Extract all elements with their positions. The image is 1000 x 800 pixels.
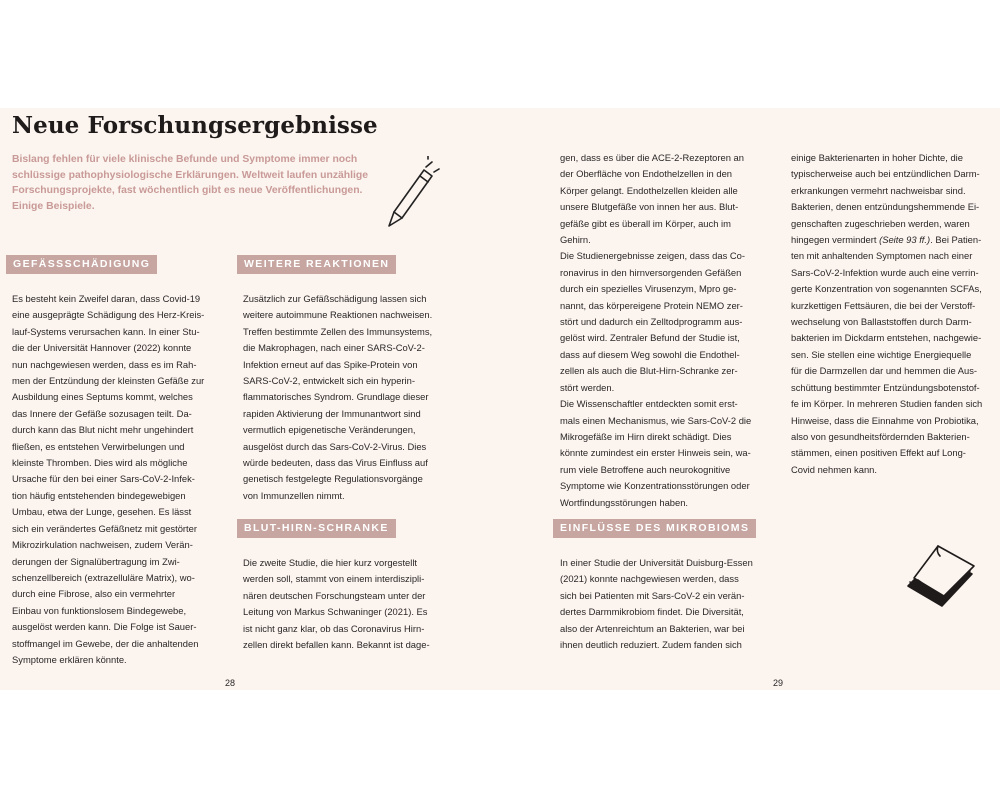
text-line: derungen der Signalübertragung im Zwi- bbox=[12, 555, 180, 567]
intro-line: schlüssige pathophysiologische Erklärungen. Weltweit laufen unzählige bbox=[12, 169, 369, 181]
text-line: durch kann das Blut nicht mehr ungehindert bbox=[12, 424, 194, 436]
text-line: flammatorisches Syndrom. Grundlage dieser bbox=[243, 391, 429, 403]
text-fragment: hingegen vermindert bbox=[791, 234, 880, 246]
text-line: typischerweise auch bei entzündlichen Darm- bbox=[791, 168, 980, 180]
text-line: Leitung von Markus Schwaninger (2021). Es bbox=[243, 606, 428, 618]
text-line: das Innere der Gefäße sozusagen teilt. Da- bbox=[12, 407, 192, 419]
text-line: Die Wissenschaftler entdeckten somit erst- bbox=[560, 398, 738, 410]
book-spread bbox=[0, 108, 1000, 690]
column-weitere-reaktionen bbox=[243, 291, 468, 504]
text-line: rum viele Betroffene auch neurokognitive bbox=[560, 463, 731, 475]
text-line: unsere Blutgefäße von innen her aus. Blut- bbox=[560, 201, 739, 213]
text-line: durch ein spezielles Virusenzym, Mpro ge- bbox=[560, 283, 737, 295]
text-line: Bakterien, denen entzündungshemmende Ei- bbox=[791, 201, 980, 213]
text-line: gelöst wird. Zentraler Befund der Studie ist, bbox=[560, 332, 740, 344]
text-line: rapiden Aktivierung der Immunantwort sind bbox=[243, 407, 421, 419]
text-line: Einbau von funktionslosem Bindegewebe, bbox=[12, 604, 187, 616]
text-line: Gehirn. bbox=[560, 234, 591, 246]
page-number-right: 29 bbox=[773, 678, 784, 688]
text-line: würde bedeuten, dass das Virus Einfluss auf bbox=[243, 457, 428, 469]
text-line: vermutlich epigenetische Veränderungen, bbox=[243, 424, 416, 436]
page-number-left: 28 bbox=[225, 678, 236, 688]
text-line: die der Universität Hannover (2022) konnte bbox=[12, 342, 192, 354]
intro-line: Bislang fehlen für viele klinische Befunde und Symptome immer noch bbox=[12, 154, 358, 165]
text-line: die Makrophagen, nach einer SARS-CoV-2- bbox=[243, 342, 425, 354]
text-line: fließen, es entstehen Verwirbelungen und bbox=[12, 440, 185, 452]
text-line: weitere autoimmune Reaktionen nachweisen. bbox=[243, 309, 433, 321]
column-einfluesse-des-mikrobioms bbox=[560, 555, 780, 653]
left-page bbox=[0, 108, 500, 690]
text-line: ronavirus in den hirnversorgenden Gefäßen bbox=[560, 266, 742, 278]
text-line: gerte Konzentration von sogenannten SCFAs, bbox=[791, 283, 982, 295]
text-line: der Oberfläche von Endothelzellen in den bbox=[560, 168, 732, 180]
text-line: Die zweite Studie, die hier kurz vorgestellt bbox=[243, 557, 418, 568]
intro-paragraph bbox=[12, 152, 372, 214]
text-line: gefäße gibt es überall im Körper, auch im bbox=[560, 217, 731, 229]
text-line: sich ein verändertes Gefäßnetz mit gestörter bbox=[12, 522, 197, 534]
text-line: schüttung bestimmter Entzündungsbotenstof- bbox=[791, 381, 980, 393]
text-line: tion häufig entstehenden bindegewebigen bbox=[12, 489, 186, 501]
text-line: Infektion erneut auf das Spike-Protein von bbox=[243, 358, 418, 370]
text-line: ausgelöst werden kann. Die Folge ist Sauer- bbox=[12, 621, 197, 633]
column-blut-hirn-schranke-continued bbox=[560, 150, 780, 511]
page-title: Neue Forschungsergebnisse bbox=[12, 112, 378, 139]
text-line: stört werden. bbox=[560, 381, 615, 393]
intro-line: Forschungsprojekte, fast wöchentlich gibt es neue Veröffentlichungen. bbox=[12, 185, 363, 197]
text-line: könnte zumindest ein erster Hinweis sein, wa- bbox=[560, 447, 751, 459]
text-line: mals einen Mechanismus, wie Sars-CoV-2 die bbox=[560, 414, 752, 426]
text-line: zellen als auch die Blut-Hirn-Schranke zer- bbox=[560, 365, 738, 377]
text-line: werden soll, stammt von einem interdiszipli- bbox=[243, 573, 425, 585]
text-line: stoffmangel im Gewebe, der die anhaltenden bbox=[12, 637, 199, 649]
page-reference: (Seite 93 ff.) bbox=[879, 234, 931, 246]
text-line: also von gesundheitsfördernden Bakterien- bbox=[791, 430, 970, 442]
text-line: Symptome erklären könnte. bbox=[12, 653, 127, 665]
section-heading-blut-hirn-schranke: BLUT-HIRN-SCHRANKE bbox=[237, 519, 396, 538]
right-page bbox=[500, 108, 1000, 690]
text-line: Covid nehmen kann. bbox=[791, 463, 877, 475]
column-blut-hirn-schranke bbox=[243, 555, 468, 653]
column-gefaessschaedigung bbox=[12, 291, 237, 668]
text-line: für die Darmzellen dar und hemmen die Aus- bbox=[791, 365, 978, 377]
text-line: gen, dass es über die ACE-2-Rezeptoren an bbox=[560, 152, 744, 163]
text-line: durch eine Fibrose, also ein vermehrter bbox=[12, 588, 176, 600]
sticky-notes-icon bbox=[902, 540, 982, 612]
text-line: kurzkettigen Fettsäuren, die bei der Verstoff- bbox=[791, 299, 976, 311]
text-line: ten mit anhaltenden Symptomen nach einer bbox=[791, 250, 973, 262]
intro-line: Einige Beispiele. bbox=[12, 200, 95, 212]
text-line: kleinste Thromben. Dies wird als mögliche bbox=[12, 457, 188, 469]
section-heading-einfluesse-des-mikrobioms: EINFLÜSSE DES MIKROBIOMS bbox=[553, 519, 756, 538]
text-line: Symptome wie Konzentrationsstörungen oder bbox=[560, 480, 750, 492]
text-line: einige Bakterienarten in hoher Dichte, die bbox=[791, 152, 963, 163]
text-fragment: . Bei Patien- bbox=[930, 234, 982, 246]
text-line: sich bei Patienten mit Sars-CoV-2 ein verän- bbox=[560, 589, 745, 601]
text-line-with-reference bbox=[791, 232, 996, 248]
text-line: erkrankungen vermehrt nachweisbar sind. bbox=[791, 184, 966, 196]
text-line: Treffen bestimmte Zellen des Immunsystems, bbox=[243, 325, 433, 337]
text-line: von Immunzellen nimmt. bbox=[243, 489, 345, 501]
text-line: nannt, das körpereigene Protein NEMO zer- bbox=[560, 299, 743, 311]
text-line: Hinweise, dass die Einnahme von Probiotika, bbox=[791, 414, 979, 426]
text-line: Es besteht kein Zweifel daran, dass Covid-19 bbox=[12, 293, 201, 304]
text-line: sen. Sie stellen eine wichtige Energiequelle bbox=[791, 348, 972, 360]
text-line: Umbau, etwa der Lunge, gesehen. Es lässt bbox=[12, 506, 192, 518]
text-line: SARS-CoV-2, entwickelt sich ein hyperin- bbox=[243, 375, 415, 387]
text-line: Wortfindungsstörungen haben. bbox=[560, 496, 689, 508]
text-line: Ursache für den bei einer Sars-CoV-2-Infek- bbox=[12, 473, 195, 485]
text-line: Mikrogefäße im Hirn direkt schädigt. Dies bbox=[560, 430, 732, 442]
pen-icon bbox=[380, 156, 440, 236]
text-line: nären deutschen Forschungsteam unter der bbox=[243, 589, 426, 601]
text-line: Zusätzlich zur Gefäßschädigung lassen sich bbox=[243, 293, 427, 304]
text-line: fe im Körper. In mehreren Studien fanden sich bbox=[791, 398, 983, 410]
text-line: Sars-CoV-2-Infektion wurde auch eine verrin- bbox=[791, 266, 979, 278]
column-mikrobiom-continued bbox=[791, 150, 996, 478]
text-line: ist nicht ganz klar, ob das Coronavirus Hirn- bbox=[243, 622, 425, 634]
text-line: zellen direkt befallen kann. Bekannt ist dage- bbox=[243, 639, 430, 651]
text-line: Körper gelangt. Endothelzellen kleiden alle bbox=[560, 184, 738, 196]
text-line: Mikrozirkulation nachweisen, zudem Verän- bbox=[12, 539, 193, 551]
text-line: ausgelöst durch das Sars-CoV-2-Virus. Dies bbox=[243, 440, 427, 452]
text-line: lauf-Systems verursachen kann. In einer Stu- bbox=[12, 325, 200, 337]
text-line: ihnen deutlich reduziert. Zudem fanden sich bbox=[560, 639, 742, 651]
text-line: (2021) konnte nachgewiesen werden, dass bbox=[560, 573, 739, 585]
text-line: Die Studienergebnisse zeigen, dass das Co- bbox=[560, 250, 746, 262]
text-line: dertes Darmmikrobiom findet. Die Diversität, bbox=[560, 606, 744, 618]
text-line: nun nachgewiesen werden, dass es im Rah- bbox=[12, 358, 197, 370]
section-heading-gefaessschaedigung: GEFÄSSSCHÄDIGUNG bbox=[6, 255, 157, 274]
text-line: schenzellbereich (extrazelluläre Matrix), wo- bbox=[12, 571, 195, 583]
text-line: wechselung von Ballaststoffen durch Darm- bbox=[791, 316, 972, 328]
text-line: also der Artenreichtum an Bakterien, war bei bbox=[560, 622, 745, 634]
text-line: stört und dadurch ein Zelltodprogramm aus- bbox=[560, 316, 743, 328]
text-line: genschaften zugeschrieben werden, waren bbox=[791, 217, 970, 229]
text-line: Ausbildung eines Septums kommt, welches bbox=[12, 391, 193, 403]
text-line: bakterien im Dickdarm entstehen, nachgewie- bbox=[791, 332, 982, 344]
text-line: stämmen, einen positiven Effekt auf Long- bbox=[791, 447, 966, 459]
text-line: eine ausgeprägte Schädigung des Herz-Kreis- bbox=[12, 309, 205, 321]
text-line: In einer Studie der Universität Duisburg-Essen bbox=[560, 557, 753, 568]
text-line: men der Entzündung der kleinsten Gefäße zur bbox=[12, 375, 205, 387]
text-line: dass auf diesem Weg sowohl die Endothel- bbox=[560, 348, 740, 360]
text-line: genetisch festgelegte Regulationsvorgänge bbox=[243, 473, 423, 485]
section-heading-weitere-reaktionen: WEITERE REAKTIONEN bbox=[237, 255, 396, 274]
